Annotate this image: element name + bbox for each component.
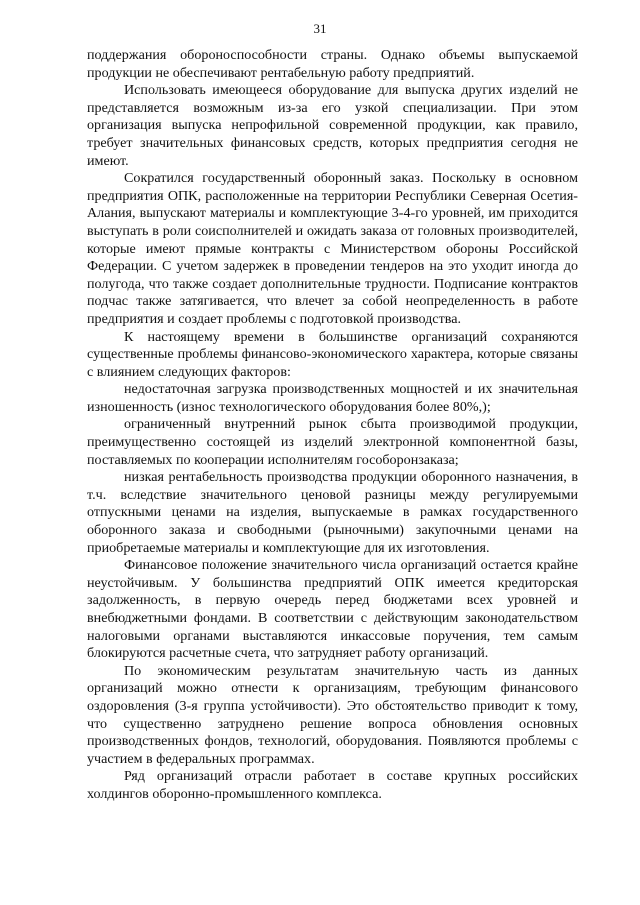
list-item-factor: недостаточная загрузка производственных мощностей и их значительная изношенность (износ технологического оборудования более 80%,); [87, 381, 578, 415]
paragraph: К настоящему времени в большинстве организаций сохраняются существенные проблемы финансово-экономического характера, которые связаны с влиянием следующих факторов: [87, 328, 578, 380]
paragraph: Ряд организаций отрасли работает в составе крупных российских холдингов оборонно-промышленного комплекса. [87, 768, 578, 802]
paragraph: Сократился государственный оборонный заказ. Поскольку в основном предприятия ОПК, расположенные на территории Республики Северная Осетия-Алания, выпускают материалы и комплектующие 3-4-го уровней, им приходится выступать в роли соисполнителей и ожидать заказа от головных производителей, которые имеют прямые контракты с Министерством обороны Российской Федерации. С учетом задержек в проведении тендеров на это уходит иногда до полугода, что также создает дополнительные трудности. Подписание контрактов подчас также затягивается, что влечет за собой неопределенность в работе предприятия и создает проблемы с подготовкой производства. [87, 170, 578, 327]
paragraph: По экономическим результатам значительную часть из данных организаций можно отнести к организациям, требующим финансового оздоровления (3-я группа устойчивости). Это обстоятельство приводит к тому, что существенно затруднено решение вопроса обновления основных производственных фондов, технологий, оборудования. Появляются проблемы с участием в федеральных программах. [87, 662, 578, 767]
paragraph: Использовать имеющееся оборудование для выпуска других изделий не представляется возможным из-за его узкой специализации. При этом организация выпуска непрофильной современной продукции, как правило, требует значительных финансовых средств, которых предприятия сегодня не имеют. [87, 82, 578, 169]
paragraph-continued: поддержания обороноспособности страны. Однако объемы выпускаемой продукции не обеспечивают рентабельную работу предприятий. [87, 47, 578, 81]
page-number: 31 [313, 21, 327, 36]
list-item-factor: низкая рентабельность производства продукции оборонного назначения, в т.ч. вследствие значительного ценовой разницы между регулируемыми отпускными ценами на изделия, выпускаемые в рамках государственного оборонного заказа и свободными (рыночными) закупочными ценами на приобретаемые материалы и комплектующие для их изготовления. [87, 469, 578, 556]
list-item-factor: ограниченный внутренний рынок сбыта производимой продукции, преимущественно состоящей из изделий электронной компонентной базы, поставляемых по кооперации исполнителям гособоронзаказа; [87, 416, 578, 468]
paragraph: Финансовое положение значительного числа организаций остается крайне неустойчивым. У большинства предприятий ОПК имеется кредиторская задолженность, в первую очередь перед бюджетами всех уровней и внебюджетными фондами. В соответствии с действующим законодательством налоговыми органами выставляются инкассовые поручения, тем самым блокируются расчетные счета, что затрудняет работу организаций. [87, 557, 578, 662]
document-body [87, 47, 578, 804]
